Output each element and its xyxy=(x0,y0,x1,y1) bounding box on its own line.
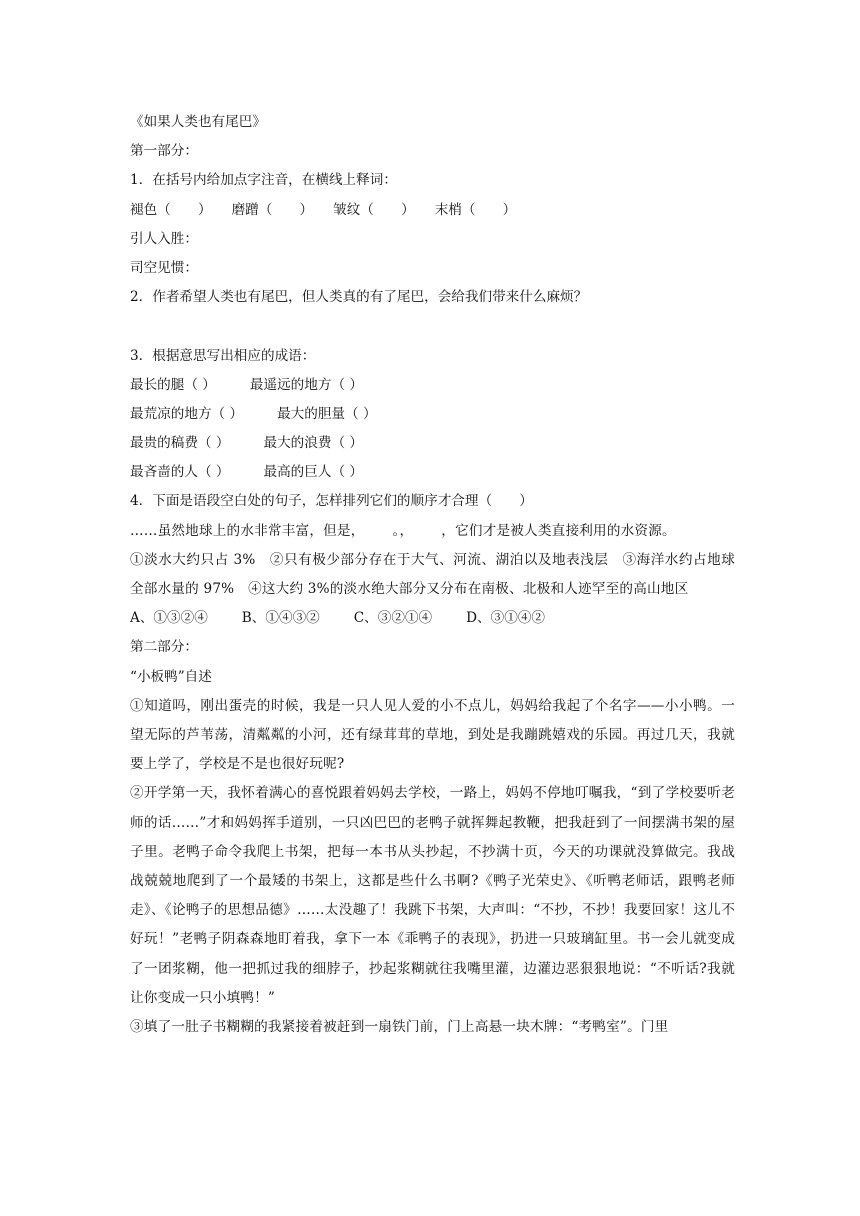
q4-option-a: A、①③②④ xyxy=(130,610,208,627)
q1-item: 磨蹭（ ） xyxy=(231,201,314,218)
q3-item: 最大的胆量（ ） xyxy=(277,405,377,422)
q3-row xyxy=(130,429,735,458)
q1-items xyxy=(130,196,735,225)
q3-row xyxy=(130,400,735,429)
q3-item: 最吝啬的人（ ） xyxy=(130,464,230,481)
q4-passage-a: ……虽然地球上的水非常丰富，但是， xyxy=(130,522,365,539)
q1-stem: 1．在括号内给加点字注音，在横线上释词： xyxy=(130,172,397,189)
q3-item: 最遥远的地方（ ） xyxy=(249,376,363,393)
story-paragraph: ②开学第一天，我怀着满心的喜悦跟着妈妈去学校，一路上，妈妈不停地叮嘱我，“到了学校要听老师的话……”才和妈妈挥手道别，一只凶巴巴的老鸭子就挥舞起教鞭，把我赶到了一间摆满书架的屋子里。老鸭子命令我爬上书架，把每一本书从头抄起，不抄满十页，今天的功课就没算做完。我战战兢兢地爬到了一个最矮的书架上，这都是些什么书啊?《鸭子光荣史》、《听鸭老师话，跟鸭老师走》、《论鸭子的思想品德》……太没趣了！我跳下书架，大声叫：“不抄，不抄！我要回家！这儿不好玩！”老鸭子阴森森地盯着我，拿下一本《乖鸭子的表现》，扔进一只玻璃缸里。书一会儿就变成了一团浆糊，他一把抓过我的细脖子，抄起浆糊就往我嘴里灌，边灌边恶狠狠地说：“不听话?我就让你变成一只小填鸭！” xyxy=(130,785,735,1006)
q3-item: 最大的浪费（ ） xyxy=(263,435,363,452)
q3-row xyxy=(130,458,735,487)
q1-item: 褪色（ ） xyxy=(130,201,212,218)
q4-option-d: D、③①④② xyxy=(466,610,546,627)
q3-item: 最贵的稿费（ ） xyxy=(130,435,230,452)
story-paragraph: ③填了一肚子书糊糊的我紧接着被赶到一扇铁门前，门上高悬一块木牌：“考鸭室”。门里 xyxy=(130,1019,669,1036)
part1-heading: 第一部分： xyxy=(130,143,198,160)
part2-heading: 第二部分： xyxy=(130,639,198,656)
document-title: 《如果人类也有尾巴》 xyxy=(130,114,266,130)
q4-sentences: ①淡水大约只占 3% ②只有极少部分存在于大气、河流、湖泊以及地表浅层 ③海洋水约占地球全部水量的 97% ④这大约 3%的淡水绝大部分又分布在南极、北极和人迹罕至的高山地区 xyxy=(130,551,735,598)
q4-option-c: C、③②①④ xyxy=(353,610,433,627)
q1-idiom-1: 引人入胜： xyxy=(130,230,198,247)
story-title: “小板鸭”自述 xyxy=(130,668,212,685)
q4-passage-c: ，它们才是被人类直接利用的水资源。 xyxy=(441,522,676,539)
q3-item: 最长的腿（ ） xyxy=(130,376,216,393)
q1-idiom-2: 司空见惯： xyxy=(130,259,198,276)
q4-passage-b: 。， xyxy=(392,522,414,539)
q1-item: 皱纹（ ） xyxy=(333,201,415,218)
q3-row xyxy=(130,371,735,400)
answer-space xyxy=(130,312,735,341)
q4-passage xyxy=(130,517,735,546)
q3-stem: 3．根据意思写出相应的成语： xyxy=(130,347,316,364)
q2: 2．作者希望人类也有尾巴，但人类真的有了尾巴，会给我们带来什么麻烦？ xyxy=(130,289,588,306)
q4-options xyxy=(130,604,735,633)
q4-option-b: B、①④③② xyxy=(241,610,320,627)
q3-item: 最高的巨人（ ） xyxy=(263,464,363,481)
q1-item: 末梢（ ） xyxy=(434,201,517,218)
story-paragraph: ①知道吗，刚出蛋壳的时候，我是一只人见人爱的小不点儿，妈妈给我起了个名字——小小鸭。一望无际的芦苇荡，清粼粼的小河，还有绿茸茸的草地，到处是我蹦跳嬉戏的乐园。再过几天，我就要上学了，学校是不是也很好玩呢? xyxy=(130,697,735,773)
q3-item: 最荒凉的地方（ ） xyxy=(130,405,244,422)
document-page xyxy=(130,108,735,1042)
q4-stem: 4．下面是语段空白处的句子，怎样排列它们的顺序才合理（ ） xyxy=(130,493,533,510)
